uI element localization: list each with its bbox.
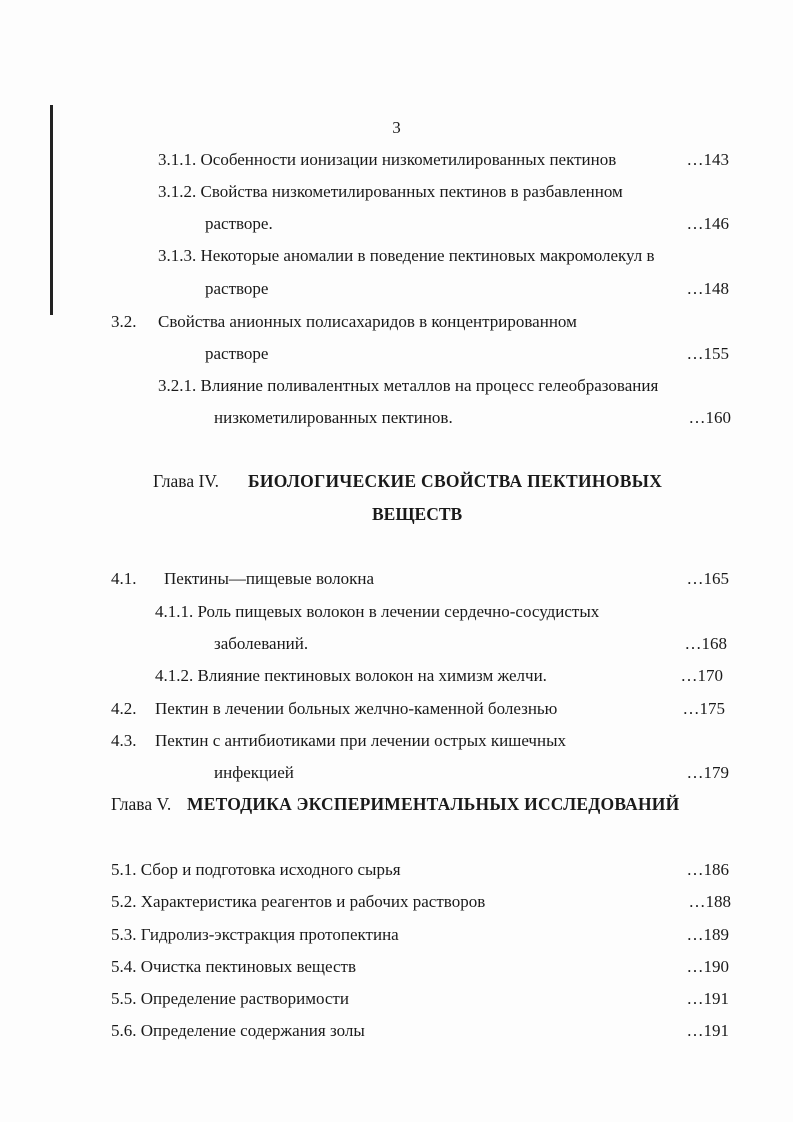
toc-entry-text: Пектин в лечении больных желчно-каменной болезнью (155, 699, 558, 718)
toc-entry-page: …160 (688, 408, 731, 427)
toc-entry-page: …148 (686, 279, 729, 298)
toc-entry-text: 5.4. Очистка пектиновых веществ (111, 957, 356, 976)
toc-entry-page: …165 (686, 569, 729, 588)
toc-entry-page: …175 (682, 699, 725, 718)
toc-entry-text: инфекцией (214, 763, 294, 782)
toc-entry-text: 5.6. Определение содержания золы (111, 1021, 365, 1040)
toc-entry-text: Свойства анионных полисахаридов в концентрированном (158, 312, 577, 331)
toc-entry-page: …186 (686, 860, 729, 879)
chapter-title-cont: ВЕЩЕСТВ (372, 504, 463, 524)
toc-entry-text: растворе (205, 344, 269, 363)
toc-section-number: 4.2. (111, 699, 137, 718)
toc-entry-text: 5.1. Сбор и подготовка исходного сырья (111, 860, 401, 879)
toc-entry-text: 4.1.2. Влияние пектиновых волокон на химизм желчи. (155, 666, 547, 685)
toc-entry-page: …155 (686, 344, 729, 363)
toc-entry-text: 3.1.2. Свойства низкометилированных пектинов в разбавленном (158, 182, 623, 201)
toc-section-number: 4.3. (111, 731, 137, 750)
toc-entry-text: заболеваний. (214, 634, 309, 653)
toc-entry-page: …189 (686, 925, 729, 944)
toc-entry-text: растворе. (205, 214, 273, 233)
chapter-title: БИОЛОГИЧЕСКИЕ СВОЙСТВА ПЕКТИНОВЫХ (248, 471, 663, 491)
toc-entry-text: 5.5. Определение растворимости (111, 989, 349, 1008)
toc-entry-text: 4.1.1. Роль пищевых волокон в лечении сердечно-сосудистых (155, 602, 600, 621)
toc-section-number: 3.2. (111, 312, 137, 331)
toc-entry-text: 5.2. Характеристика реагентов и рабочих растворов (111, 892, 486, 911)
toc-entry-page: …190 (686, 957, 729, 976)
toc-entry-page: …143 (686, 150, 729, 169)
toc-entry-text: 5.3. Гидролиз-экстракция протопектина (111, 925, 399, 944)
toc-entry-text: низкометилированных пектинов. (214, 408, 453, 427)
toc-entry-text: 3.2.1. Влияние поливалентных металлов на процесс гелеобразования (158, 376, 659, 395)
toc-entry-page: …191 (686, 989, 729, 1008)
toc-entry-text: 3.1.1. Особенности ионизации низкометилированных пектинов (158, 150, 617, 169)
toc-entry-page: …179 (686, 763, 729, 782)
toc-entry-text: 3.1.3. Некоторые аномалии в поведение пектиновых макромолекул в (158, 246, 655, 265)
toc-entry-page: …168 (684, 634, 727, 653)
chapter-title: МЕТОДИКА ЭКСПЕРИМЕНТАЛЬНЫХ ИССЛЕДОВАНИЙ (187, 794, 680, 814)
toc-entry-text: растворе (205, 279, 269, 298)
toc-section-number: 4.1. (111, 569, 137, 588)
chapter-label: Глава IV. (153, 471, 220, 491)
chapter-label: Глава V. (111, 794, 172, 814)
toc-entry-page: …188 (688, 892, 731, 911)
toc-entry-text: Пектин с антибиотиками при лечении острых кишечных (155, 731, 567, 750)
toc-entry-page: …146 (686, 214, 729, 233)
toc-entry-text: Пектины—пищевые волокна (164, 569, 375, 588)
toc-entry-page: …191 (686, 1021, 729, 1040)
toc-entry-page: …170 (680, 666, 723, 685)
page-number: 3 (392, 118, 401, 137)
